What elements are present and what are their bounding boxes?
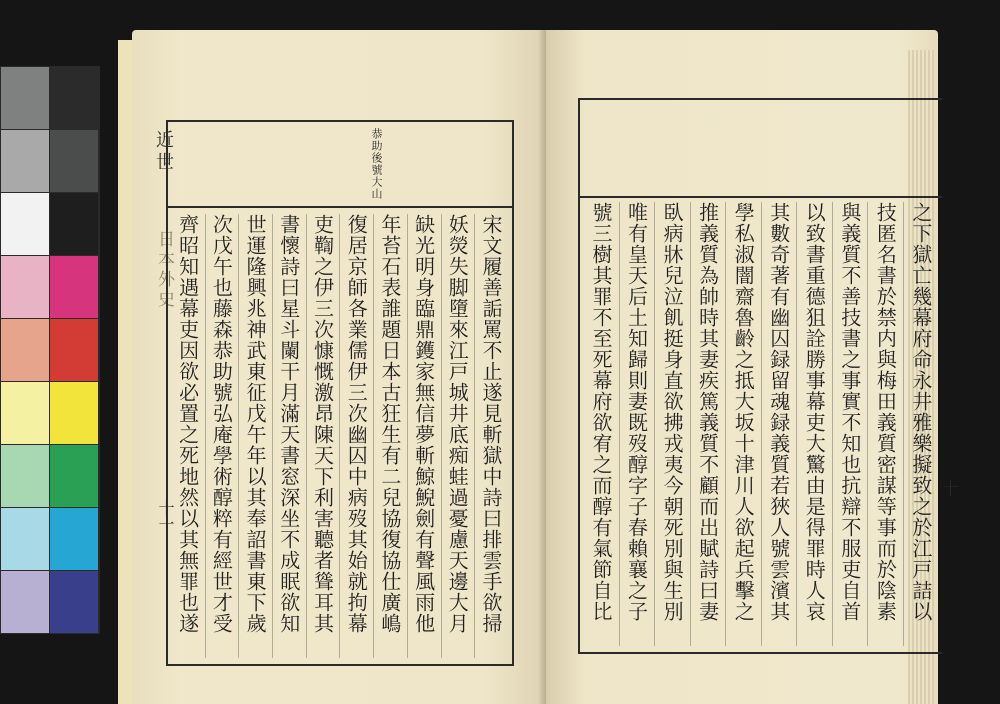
left-spine-title: 日本外史 <box>154 230 174 310</box>
color-swatch <box>1 256 49 318</box>
color-swatch <box>1 508 49 570</box>
text-column: 技匿名書於禁内與梅田義質密謀等事而於陰素 <box>867 202 902 646</box>
color-swatch <box>1 319 49 381</box>
color-swatch <box>1 130 49 192</box>
color-swatch <box>50 382 98 444</box>
text-column: 以致書重德狙詮勝事幕吏大驚由是得罪時人哀 <box>796 202 831 646</box>
color-swatch <box>1 445 49 507</box>
text-column: 與義質不善技書之事實不知也抗辯不服吏自首 <box>832 202 867 646</box>
text-column: 缺光明身臨鼎鑊家無信夢斬鯨鯢劍有聲風雨他 <box>407 214 441 658</box>
color-swatch <box>50 130 98 192</box>
left-header-band <box>168 122 512 208</box>
right-header-band <box>580 100 942 198</box>
text-column: 臥病牀兒泣飢挺身直欲拂戎夷今朝死別與生別 <box>654 202 689 646</box>
text-column: 唯有皇天后土知歸則妻既歿醇字子春賴襄之子 <box>619 202 654 646</box>
text-column: 書懷詩曰星斗闌干月滿天書窓深坐不成眠欲知 <box>272 214 306 658</box>
color-swatch <box>1 571 49 633</box>
color-swatch <box>50 445 98 507</box>
text-column: 號三樹其罪不至死幕府欲宥之而醇有氣節自比 <box>589 202 613 622</box>
text-column: 年苔石表誰題日本古狂生有二兒協復協仕廣嶋 <box>373 214 407 658</box>
color-swatch <box>50 256 98 318</box>
left-text-frame <box>166 120 514 666</box>
color-calibration-chart <box>0 66 100 634</box>
text-column: 宋文履善詬罵不止遂見斬獄中詩曰排雲手欲掃 <box>474 214 508 658</box>
right-text-columns <box>584 202 938 646</box>
left-page <box>132 30 546 704</box>
color-swatch <box>50 193 98 255</box>
left-folio: 十一 <box>156 500 175 532</box>
color-swatch <box>1 193 49 255</box>
text-column: 之下獄亡幾幕府命永井雅樂擬致之於江戸詰以 <box>903 202 938 646</box>
color-swatch <box>50 319 98 381</box>
text-column: 推義質為帥時其妻疾篤義質不顧而出賦詩曰妻 <box>690 202 725 646</box>
open-book <box>118 20 966 704</box>
text-column: 復居京師各業儒伊三次幽囚中病歿其始就拘幕 <box>339 214 373 658</box>
color-swatch <box>50 508 98 570</box>
left-text-columns <box>172 214 508 658</box>
text-column: 齊昭知遇幕吏因欲必置之死地然以其無罪也遂 <box>175 214 200 634</box>
text-column: 次戊午也藤森恭助號弘庵學術醇粹有經世才受 <box>205 214 239 658</box>
color-swatch <box>1 382 49 444</box>
text-column: 學私淑闇齋魯齡之抵大坂十津川人欲起兵擊之 <box>725 202 760 646</box>
text-column: 吏鞫之伊三次慷慨激昂陳天下利害聽者聳耳其 <box>306 214 340 658</box>
color-swatch <box>50 67 98 129</box>
right-folio: 十 <box>940 480 959 496</box>
text-column: 其數奇著有幽囚録留魂録義質若狹人號雲濱其 <box>761 202 796 646</box>
left-running-title: 近世 <box>153 130 174 174</box>
color-swatch <box>50 571 98 633</box>
right-text-frame <box>578 98 942 654</box>
color-swatch <box>1 67 49 129</box>
annotation-note: 恭助後號大山 <box>370 128 383 200</box>
text-column: 妖熒失脚墮來江戸城井底痴蛙過憂慮天邊大月 <box>441 214 475 658</box>
text-column: 世運隆興兆神武東征戊午年以其奉詔書東下歲 <box>238 214 272 658</box>
